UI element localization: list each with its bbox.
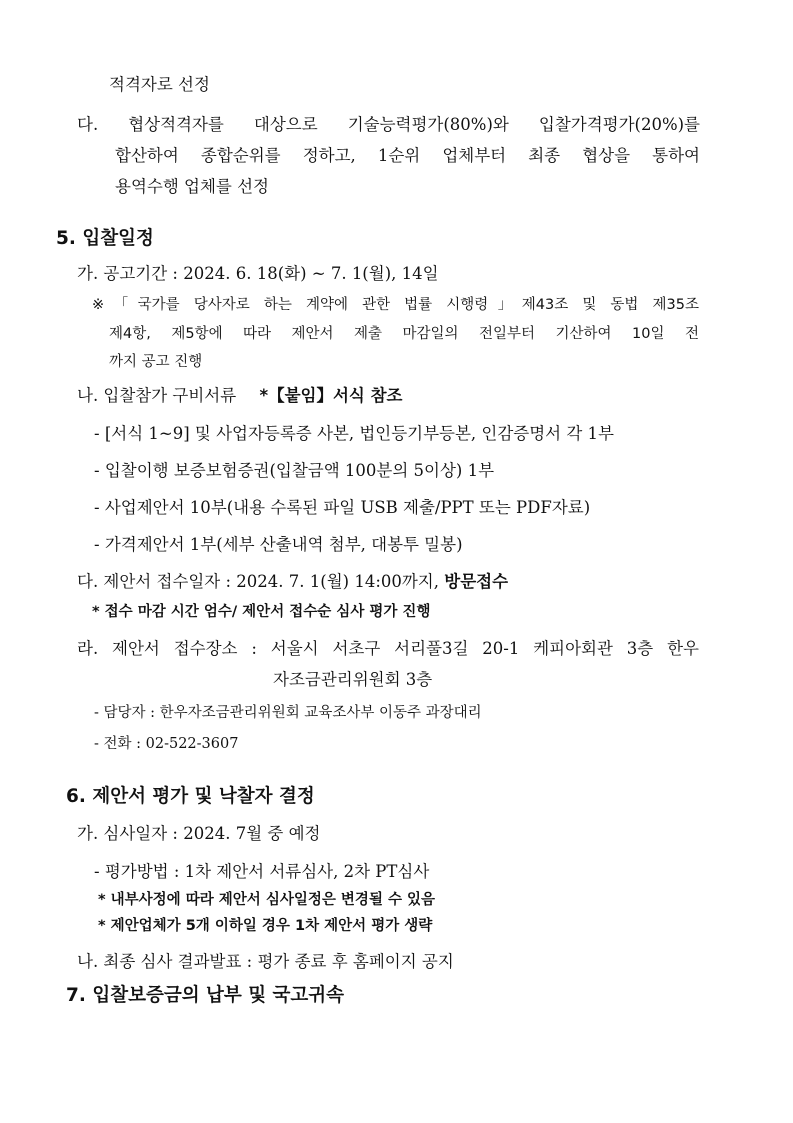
item-da-line-1: 다. 협상적격자를 대상으로 기술능력평가(80%)와 입찰가격평가(20%)를 (77, 115, 700, 134)
section-6-heading: 6. 제안서 평가 및 낙찰자 결정 (66, 786, 315, 807)
document-item-4: - 가격제안서 1부(세부 산출내역 첨부, 대봉투 밀봉) (94, 535, 463, 554)
review-date: 가. 심사일자 : 2024. 7월 중 예정 (77, 824, 321, 843)
visit-submission: 방문접수 (444, 572, 509, 591)
submission-place-line-2: 자조금관리위원회 3층 (273, 670, 433, 689)
item-da-line-3: 용역수행 업체를 선정 (115, 177, 269, 196)
contact-person: - 담당자 : 한우자조금관리위원회 교육조사부 이동주 과장대리 (94, 705, 482, 721)
selection-text-continued: 적격자로 선정 (109, 75, 210, 94)
document-item-2: - 입찰이행 보증보험증권(입찰금액 100분의 5이상) 1부 (94, 461, 495, 480)
legal-note-line-2: 제4항, 제5항에 따라 제안서 제출 마감일의 전일부터 기산하여 10일 전 (109, 326, 699, 342)
legal-note-line-1: ※「국가를 당사자로 하는 계약에 관한 법률 시행령」제43조 및 동법 제35조 (92, 297, 699, 313)
required-documents-label (77, 385, 402, 407)
item-da-line-2: 합산하여 종합순위를 정하고, 1순위 업체부터 최종 협상을 통하여 (115, 146, 700, 165)
submission-date (77, 571, 508, 593)
section-5-heading: 5. 입찰일정 (56, 228, 154, 249)
announcement-period: 가. 공고기간 : 2024. 6. 18(화) ~ 7. 1(월), 14일 (77, 264, 439, 283)
submission-date-text: 다. 제안서 접수일자 : 2024. 7. 1(월) 14:00까지, (77, 572, 445, 591)
evaluation-method: - 평가방법 : 1차 제안서 서류심사, 2차 PT심사 (94, 862, 430, 881)
document-item-1: - [서식 1~9] 및 사업자등록증 사본, 법인등기부등본, 인감증명서 각 1부 (94, 424, 614, 443)
document-item-3: - 사업제안서 10부(내용 수록된 파일 USB 제출/PPT 또는 PDF자료) (94, 498, 591, 517)
submission-place-line-1: 라. 제안서 접수장소 : 서울시 서초구 서리풀3길 20-1 케피아회관 3층 한우 (77, 639, 699, 658)
contact-phone: - 전화 : 02-522-3607 (94, 736, 239, 752)
skip-evaluation-note: * 제안업체가 5개 이하일 경우 1차 제안서 평가 생략 (98, 918, 433, 934)
deadline-note: * 접수 마감 시간 엄수/ 제안서 접수순 심사 평가 진행 (92, 604, 431, 620)
attachment-reference: *【붙임】서식 참조 (259, 386, 403, 405)
final-result-announcement: 나. 최종 심사 결과발표 : 평가 종료 후 홈페이지 공지 (77, 952, 454, 971)
schedule-change-note: * 내부사정에 따라 제안서 심사일정은 변경될 수 있음 (98, 892, 436, 908)
required-documents-text: 나. 입찰참가 구비서류 (77, 386, 237, 405)
legal-note-line-3: 까지 공고 진행 (109, 354, 203, 370)
section-7-heading: 7. 입찰보증금의 납부 및 국고귀속 (66, 985, 344, 1006)
